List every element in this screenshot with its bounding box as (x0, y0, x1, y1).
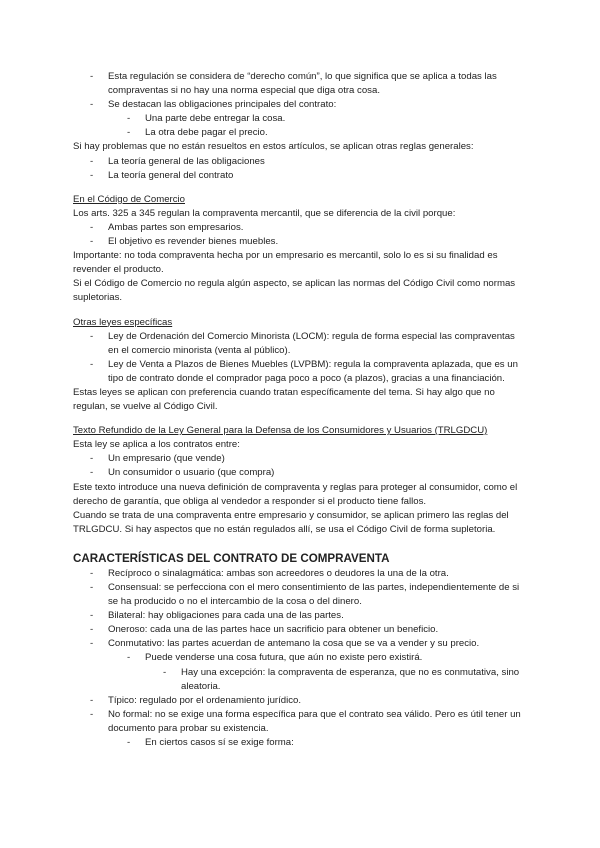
bullet-dash: - (90, 155, 94, 167)
bullet-dash: - (90, 610, 94, 622)
list-item (0, 358, 528, 386)
list-item-text: Un empresario (que vende) (108, 453, 225, 465)
bullet-dash: - (90, 638, 94, 650)
list-item-text: Conmutativo: las partes acuerdan de antemano la cosa que se va a vender y su precio. (108, 638, 480, 650)
list-item (0, 155, 528, 169)
list-item-text: En ciertos casos sí se exige forma: (145, 737, 294, 749)
bullet-dash: - (90, 169, 94, 181)
list-item-text: La teoría general del contrato (108, 169, 234, 181)
paragraph: Estas leyes se aplican con preferencia cuando tratan específicamente del tema. Si hay algo que no regulan, se vuelve al Código Civil. (73, 386, 495, 413)
list-item-text: Típico: regulado por el ordenamiento jurídico. (108, 694, 302, 706)
list-item-text: La otra debe pagar el precio. (145, 127, 268, 139)
list-item-text: Consensual: se perfecciona con el mero consentimiento de las partes, independientemente de si se ha producido o no el intercambio de la cosa o del dinero. (108, 582, 520, 608)
list-item-text: Hay una excepción: la compraventa de esperanza, que no es conmutativa, sino aleatoria. (181, 666, 520, 692)
paragraph: Esta ley se aplica a los contratos entre: (73, 439, 240, 451)
list-item (0, 637, 528, 651)
list-item-text: Ambas partes son empresarios. (108, 221, 244, 233)
bullet-dash: - (127, 127, 131, 139)
bullet-dash: - (127, 652, 131, 664)
section-title-otras-leyes: Otras leyes específicas (73, 316, 173, 328)
bullet-dash: - (90, 453, 94, 465)
bullet-dash: - (90, 624, 94, 636)
bullet-dash: - (90, 708, 94, 720)
paragraph: Los arts. 325 a 345 regulan la compraventa mercantil, que se diferencia de la civil porque: (73, 207, 456, 219)
list-item-text: Recíproco o sinalagmática: ambas son acreedores o deudores la una de la otra. (108, 567, 449, 579)
list-item (0, 581, 528, 609)
list-item-text: Ley de Ordenación del Comercio Minorista (LOCM): regula de forma especial las compraventas en el comercio minorista (venta al público). (108, 330, 515, 356)
paragraph: Importante: no toda compraventa hecha por un empresario es mercantil, solo lo es si su finalidad es revender el producto. (73, 250, 498, 276)
bullet-dash: - (127, 737, 131, 749)
section-title-codigo-comercio: En el Código de Comercio (73, 193, 185, 205)
list-item (0, 221, 528, 235)
paragraph: Si hay problemas que no están resueltos en estos artículos, se aplican otras reglas generales: (73, 141, 474, 153)
section-title-trlgdcu: Texto Refundido de la Ley General para la Defensa de los Consumidores y Usuarios (TRLGDCU) (73, 425, 488, 437)
list-item (0, 452, 528, 466)
bullet-dash: - (163, 666, 167, 678)
list-item-text: Oneroso: cada una de las partes hace un sacrificio para obtener un beneficio. (108, 624, 439, 636)
list-item (0, 708, 528, 736)
list-item-text: Se destacan las obligaciones principales del contrato: (108, 99, 337, 111)
list-item-text: La teoría general de las obligaciones (108, 155, 265, 167)
list-item-text: Ley de Venta a Plazos de Bienes Muebles (LVPBM): regula la compraventa aplazada, que es un tipo de contrato donde el comprador paga poco a poco (a plazos), gracias a una financiación. (108, 358, 518, 384)
list-item (0, 330, 528, 358)
bullet-dash: - (90, 236, 94, 248)
bullet-dash: - (90, 358, 94, 370)
list-item (0, 736, 528, 750)
document-body (0, 70, 600, 750)
list-item (0, 666, 528, 694)
list-item (0, 70, 528, 98)
list-item (0, 623, 528, 637)
list-item (0, 98, 528, 112)
list-item (0, 567, 528, 581)
paragraph: Si el Código de Comercio no regula algún aspecto, se aplican las normas del Código Civil como normas supletorias. (73, 278, 516, 304)
list-item-text: Bilateral: hay obligaciones para cada una de las partes. (108, 610, 344, 622)
list-item (0, 235, 528, 249)
bullet-dash: - (90, 567, 94, 579)
bullet-dash: - (90, 467, 94, 479)
list-item (0, 694, 528, 708)
list-item (0, 651, 528, 665)
list-item-text: No formal: no se exige una forma específica para que el contrato sea válido. Pero es útil tener un documento para probar su existencia. (108, 708, 521, 734)
bullet-dash: - (90, 582, 94, 593)
bullet-dash: - (90, 330, 94, 342)
bullet-dash: - (90, 99, 94, 111)
paragraph: Cuando se trata de una compraventa entre empresario y consumidor, se aplican primero las reglas del TRLGDCU. Si hay aspectos que no están regulados allí, se usa el Código Civil de forma supletoria. (73, 509, 509, 535)
bullet-dash: - (90, 694, 94, 706)
list-item-text: Un consumidor o usuario (que compra) (108, 467, 275, 479)
list-item-text: El objetivo es revender bienes muebles. (108, 236, 279, 248)
bullet-dash: - (127, 113, 131, 125)
heading-caracteristicas: CARACTERÍSTICAS DEL CONTRATO DE COMPRAVENTA (73, 551, 390, 565)
list-item (0, 466, 528, 480)
list-item (0, 609, 528, 623)
list-item (0, 126, 528, 140)
paragraph: Este texto introduce una nueva definición de compraventa y reglas para proteger al consumidor, como el derecho de garantía, que obliga al vendedor a responder si el producto tiene fallos. (73, 481, 518, 507)
list-item-text: Puede venderse una cosa futura, que aún no existe pero existirá. (145, 652, 423, 664)
list-item (0, 169, 528, 183)
bullet-dash: - (90, 71, 94, 82)
list-item-text: Esta regulación se considera de “derecho común”, lo que significa que se aplica a todas las compraventas si no hay una norma especial que diga otra cosa. (108, 71, 497, 97)
list-item-text: Una parte debe entregar la cosa. (145, 113, 286, 125)
bullet-dash: - (90, 221, 94, 233)
list-item (0, 112, 528, 126)
